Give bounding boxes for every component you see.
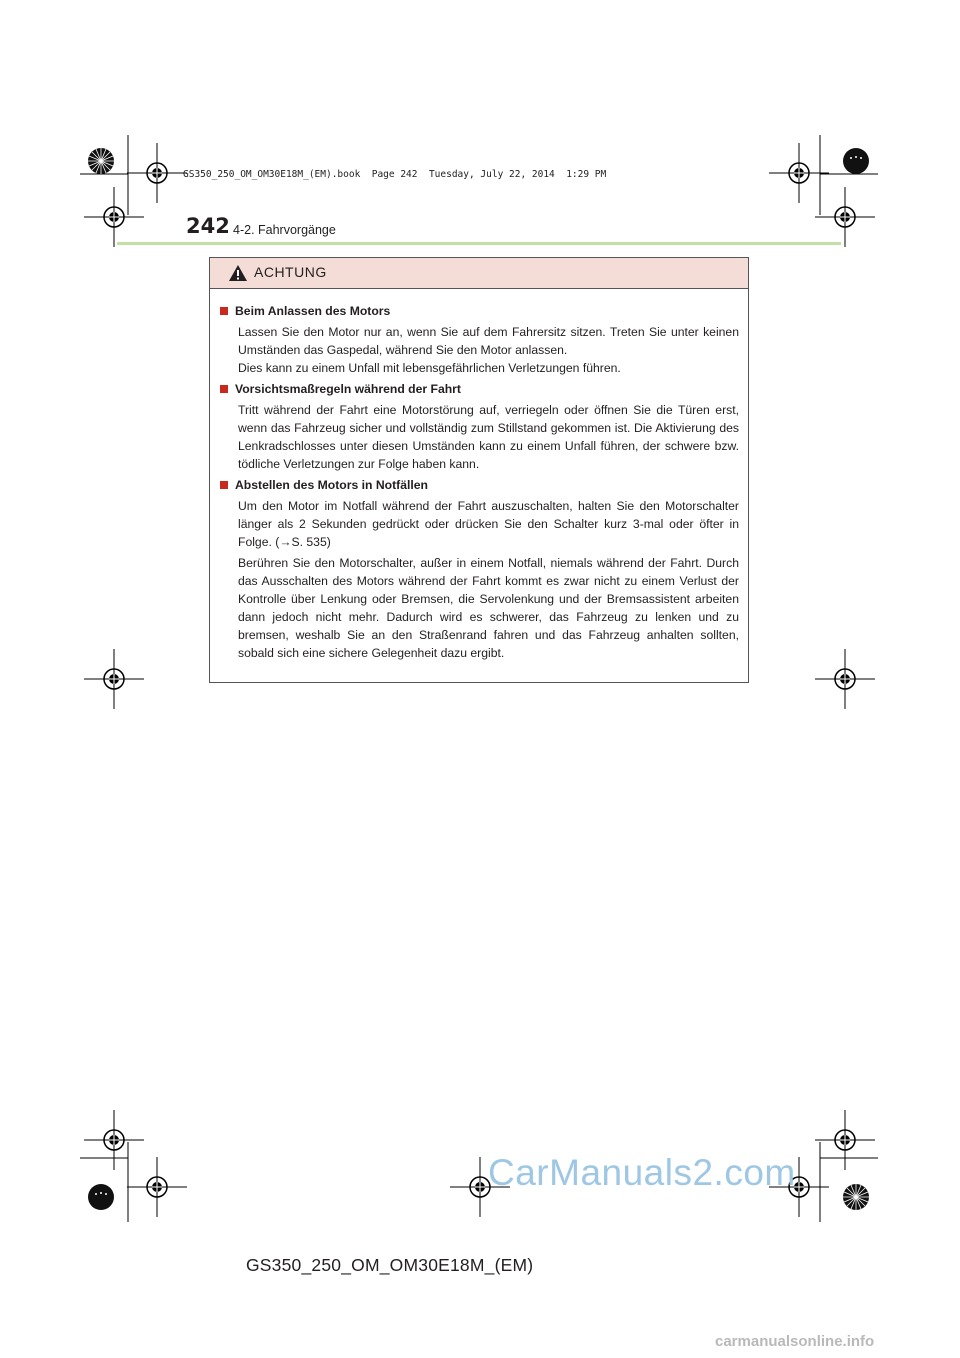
item-title: [219, 476, 739, 494]
square-bullet-icon: [220, 481, 228, 489]
paragraph: Um den Motor im Notfall während der Fahrt auszuschalten, halten Sie den Motorschalter länger als 2 Sekunden gedrückt oder drücken Sie den Schalter kurz 3-mal oder öfter in Folge. (→S. 535): [238, 499, 739, 549]
warning-label: ACHTUNG: [254, 264, 327, 280]
paragraph: Berühren Sie den Motorschalter, außer in einem Notfall, niemals während der Fahrt. Durch das Ausschalten des Motors während der Fahrt kommt es zwar nicht zu einem Verlust der Kontrolle über Lenkung oder Bremsen, die Servolenkung und der Bremsassistent arbeiten dann jedoch nicht mehr. Dadurch wird es schwerer, das Fahrzeug zu lenken und zu bremsen, weshalb Sie an den Straßenrand fahren und das Fahrzeug anhalten sollten, sobald sich eine sichere Gelegenheit dazu ergibt.: [238, 556, 739, 660]
item-title-text: Beim Anlassen des Motors: [235, 304, 391, 318]
item-title: [219, 302, 739, 320]
paragraph: Lassen Sie den Motor nur an, wenn Sie auf dem Fahrersitz sitzen. Treten Sie unter keinen Umständen das Gaspedal, während Sie den Motor anlassen.: [238, 325, 739, 357]
site-credit: carmanualsonline.info: [715, 1333, 875, 1350]
header-rule: [117, 242, 841, 245]
item-title: [219, 380, 739, 398]
square-bullet-icon: [220, 307, 228, 315]
paragraph: Tritt während der Fahrt eine Motorstörung auf, verriegeln oder öffnen Sie die Türen erst, wenn das Fahrzeug sicher und vollständig zum Stillstand gekommen ist. Die Aktivierung des Lenkradschlosses unter diesen Umständen kann zu einem Unfall führen, der schwere bzw. tödliche Verletzungen zur Folge haben kann.: [238, 403, 739, 471]
warning-triangle-icon: [228, 264, 248, 282]
square-bullet-icon: [220, 385, 228, 393]
print-info: GS350_250_OM_OM30E18M_(EM).book Page 242 Tuesday, July 22, 2014 1:29 PM: [183, 169, 607, 180]
footer-doc-code: GS350_250_OM_OM30E18M_(EM): [246, 1255, 534, 1275]
section-title: 4-2. Fahrvorgänge: [233, 223, 336, 237]
warning-box: [209, 257, 749, 683]
item-title-text: Abstellen des Motors in Notfällen: [235, 478, 428, 492]
item-title-text: Vorsichtsmaßregeln während der Fahrt: [235, 382, 461, 396]
warning-header: [210, 258, 748, 289]
watermark: CarManuals2.com: [488, 1152, 796, 1193]
paragraph: Dies kann zu einem Unfall mit lebensgefährlichen Verletzungen führen.: [238, 361, 621, 375]
page-number: 242: [186, 214, 230, 238]
warning-body: [210, 289, 748, 662]
